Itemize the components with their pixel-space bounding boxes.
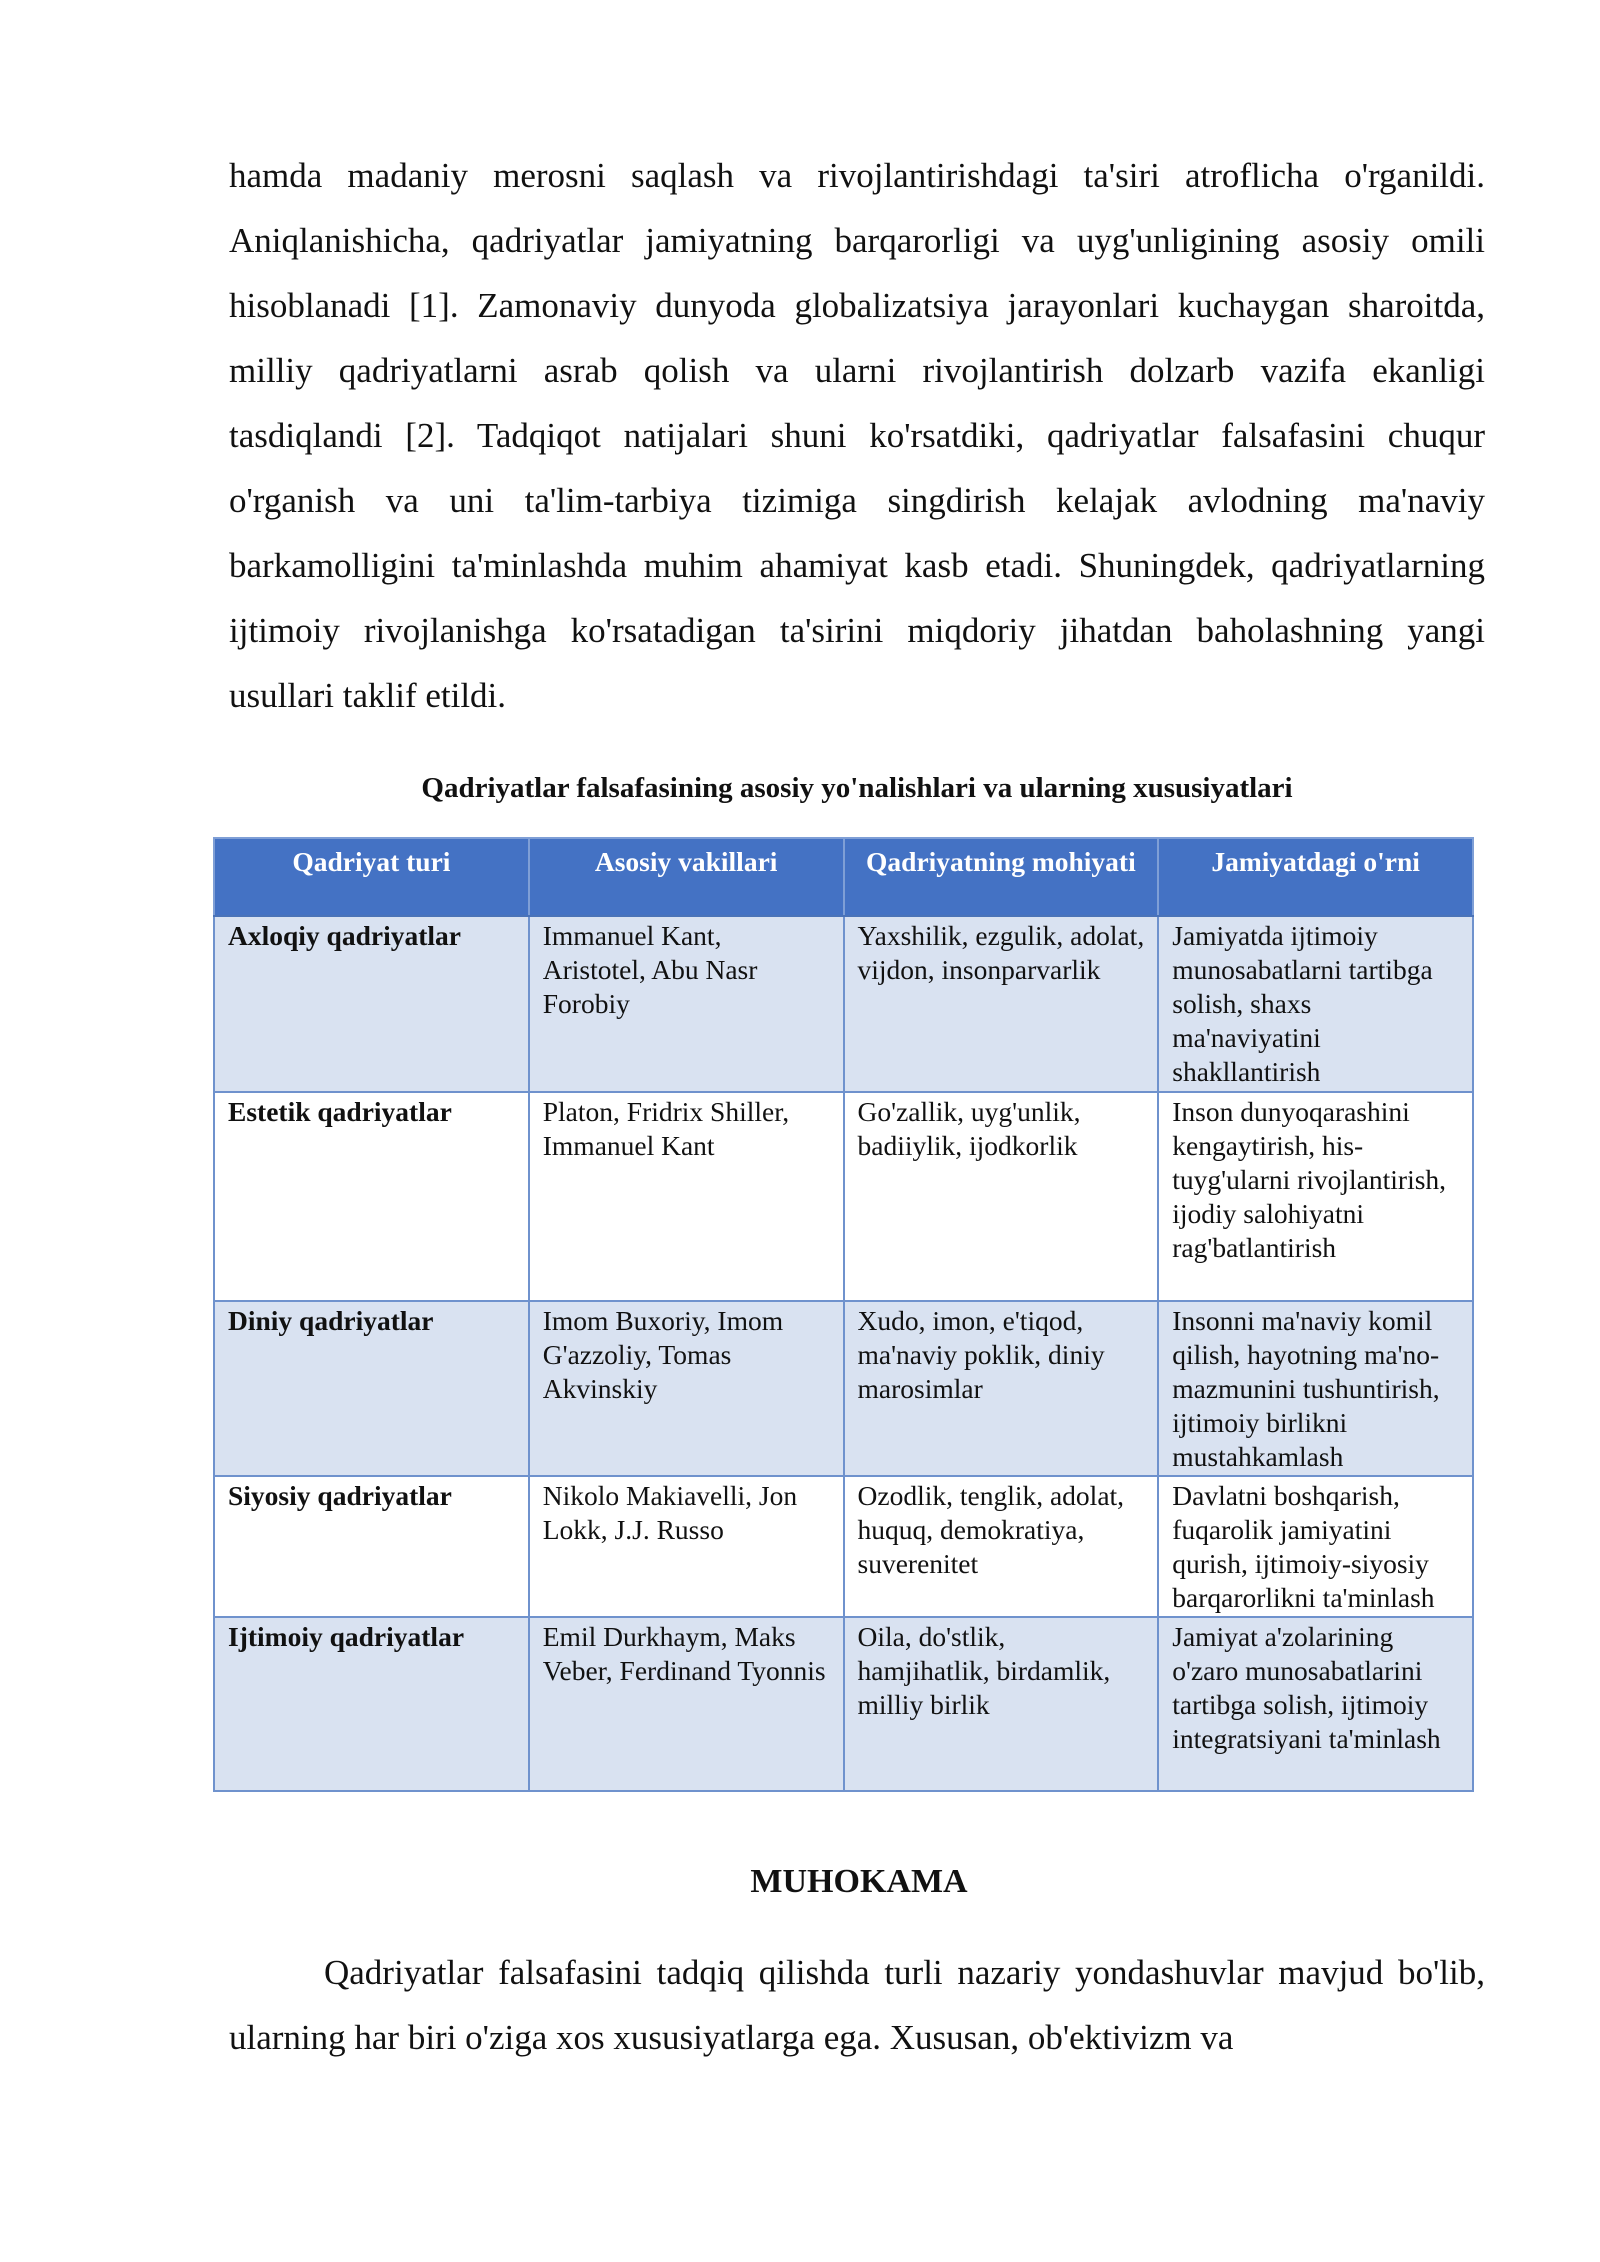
cell-role: Inson dunyoqarashini kengaytirish, his-tuyg'ularni rivojlantirish, ijodiy salohiyatni rag'batlantirish [1158,1092,1473,1301]
cell-representatives: Nikolo Makiavelli, Jon Lokk, J.J. Russo [529,1476,844,1617]
table-row [214,1476,1473,1617]
values-table [213,837,1474,1792]
cell-role: Insonni ma'naviy komil qilish, hayotning ma'no-mazmunini tushuntirish, ijtimoiy birlikni mustahkamlash [1158,1301,1473,1476]
cell-representatives: Emil Durkhaym, Maks Veber, Ferdinand Tyonnis [529,1617,844,1791]
table-caption: Qadriyatlar falsafasining asosiy yo'nalishlari va ularning xususiyatlari [421,772,1293,804]
table-row [214,1617,1473,1791]
table-header-row [214,838,1473,916]
cell-representatives: Imom Buxoriy, Imom G'azzoliy, Tomas Akvinskiy [529,1301,844,1476]
cell-essence: Yaxshilik, ezgulik, adolat, vijdon, insonparvarlik [844,916,1159,1092]
cell-value-type: Axloqiy qadriyatlar [214,916,529,1092]
table-row [214,1092,1473,1301]
section-heading: MUHOKAMA [750,1863,968,1900]
cell-role: Jamiyat a'zolarining o'zaro munosabatlarini tartibga solish, ijtimoiy integratsiyani ta'minlash [1158,1617,1473,1791]
cell-value-type: Siyosiy qadriyatlar [214,1476,529,1617]
cell-value-type: Ijtimoiy qadriyatlar [214,1617,529,1791]
cell-essence: Ozodlik, tenglik, adolat, huquq, demokratiya, suverenitet [844,1476,1159,1617]
discussion-paragraph: Qadriyatlar falsafasini tadqiq qilishda turli nazariy yondashuvlar mavjud bo'lib, ularning har biri o'ziga xos xususiyatlarga ega. Xususan, ob'ektivizm va [229,1953,1485,2057]
intro-paragraph: hamda madaniy merosni saqlash va rivojlantirishdagi ta'siri atroflicha o'rganildi. Aniqlanishicha, qadriyatlar jamiyatning barqarorligi va uyg'unligining asosiy omili hisoblanadi [1]. Zamonaviy dunyoda globalizatsiya jarayonlari kuchaygan sharoitda, milliy qadriyatlarni asrab qolish va ularni rivojlantirish dolzarb vazifa ekanligi tasdiqlandi [2]. Tadqiqot natijalari shuni ko'rsatdiki, qadriyatlar falsafasini chuqur o'rganish va uni ta'lim-tarbiya tizimiga singdirish kelajak avlodning ma'naviy barkamolligini ta'minlashda muhim ahamiyat kasb etadi. Shuningdek, qadriyatlarning ijtimoiy rivojlanishga ko'rsatadigan ta'sirini miqdoriy jihatdan baholashning yangi usullari taklif etildi. [229,156,1485,715]
cell-value-type: Estetik qadriyatlar [214,1092,529,1301]
header-value-type: Qadriyat turi [214,838,529,916]
header-role: Jamiyatdagi o'rni [1158,838,1473,916]
cell-value-type: Diniy qadriyatlar [214,1301,529,1476]
cell-role: Jamiyatda ijtimoiy munosabatlarni tartibga solish, shaxs ma'naviyatini shakllantirish [1158,916,1473,1092]
cell-role: Davlatni boshqarish, fuqarolik jamiyatini qurish, ijtimoiy-siyosiy barqarorlikni ta'minlash [1158,1476,1473,1617]
cell-essence: Oila, do'stlik, hamjihatlik, birdamlik, milliy birlik [844,1617,1159,1791]
cell-essence: Xudo, imon, e'tiqod, ma'naviy poklik, diniy marosimlar [844,1301,1159,1476]
cell-representatives: Immanuel Kant, Aristotel, Abu Nasr Forobiy [529,916,844,1092]
cell-essence: Go'zallik, uyg'unlik, badiiylik, ijodkorlik [844,1092,1159,1301]
header-representatives: Asosiy vakillari [529,838,844,916]
table-row [214,1301,1473,1476]
table-row [214,916,1473,1092]
header-essence: Qadriyatning mohiyati [844,838,1159,916]
cell-representatives: Platon, Fridrix Shiller, Immanuel Kant [529,1092,844,1301]
